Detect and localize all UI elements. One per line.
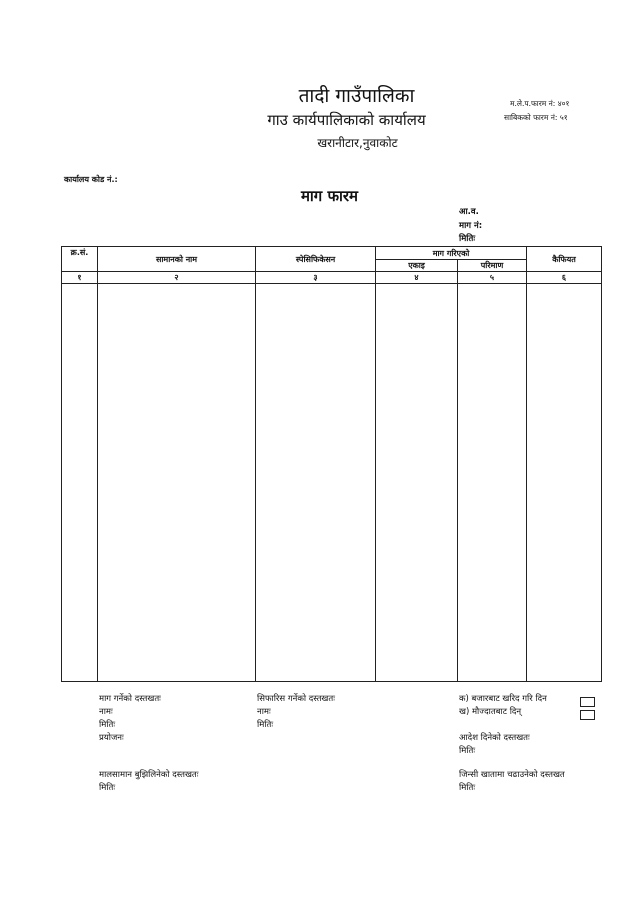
ledger-date-label: मितिः: [459, 783, 476, 793]
option-market-checkbox[interactable]: [580, 697, 595, 707]
header-item-name: सामानको नाम: [98, 247, 256, 272]
order-signature-label: आदेश दिनेको दस्तखतः: [459, 733, 530, 743]
form-title: माग फारम: [300, 187, 359, 205]
option-market-label: क) बजारबाट खरिद गरि दिन: [459, 694, 547, 704]
office-name: गाउ कार्यपालिकाको कार्यालय: [267, 111, 426, 129]
receiver-date-label: मितिः: [99, 783, 116, 793]
receiver-signature-label: मालसामान बुझिलिनेको दस्तखतः: [99, 770, 199, 780]
header-demanded: माग गरिएको: [376, 247, 527, 260]
header-unit: एकाइ: [376, 260, 458, 272]
table-cell-quantity[interactable]: [458, 284, 527, 682]
column-number: ३: [256, 272, 376, 284]
header-serial-number: क्र.सं.: [62, 247, 98, 272]
order-date-label: मितिः: [459, 746, 476, 756]
fiscal-year-label: आ.व.: [459, 207, 479, 217]
purpose-label: प्रयोजनः: [99, 733, 124, 743]
column-number: १: [62, 272, 98, 284]
table-cell-spec[interactable]: [256, 284, 376, 682]
requester-name-label: नामः: [99, 707, 113, 717]
requester-date-label: मितिः: [99, 720, 116, 730]
organization-title: तादी गाउँपालिका: [298, 85, 415, 107]
recommender-name-label: नामः: [257, 707, 271, 717]
old-form-number: साबिकको फारम नं: ५१: [504, 113, 568, 122]
header-quantity: परिमाण: [458, 260, 527, 272]
demand-table: [61, 246, 602, 682]
demand-number-label: माग नं:: [459, 221, 483, 231]
column-number: २: [98, 272, 256, 284]
column-number: ६: [527, 272, 602, 284]
column-number: ५: [458, 272, 527, 284]
header-remarks: कैफियत: [527, 247, 602, 272]
ledger-signature-label: जिन्सी खातामा चढाउनेको दस्तखत: [459, 770, 565, 780]
header-specification: स्पेसिफिकेसन: [256, 247, 376, 272]
column-number: ४: [376, 272, 458, 284]
recommender-signature-label: सिफारिस गर्नेको दस्तखतः: [257, 694, 335, 704]
table-cell-unit[interactable]: [376, 284, 458, 682]
option-stock-label: ख) मौज्दातबाट दिन्: [459, 707, 522, 717]
office-address: खरानीटार,नुवाकोट: [317, 136, 398, 150]
form-number: म.ले.प.फारम नं: ४०१: [510, 99, 570, 108]
recommender-date-label: मितिः: [257, 720, 274, 730]
date-label: मितिः: [459, 234, 476, 244]
table-cell-remarks[interactable]: [527, 284, 602, 682]
table-cell-item[interactable]: [98, 284, 256, 682]
office-code-label: कार्यालय कोड नं.:: [64, 175, 118, 184]
table-cell-serial[interactable]: [62, 284, 98, 682]
option-stock-checkbox[interactable]: [580, 710, 595, 720]
requester-signature-label: माग गर्नेको दस्तखतः: [99, 694, 161, 704]
